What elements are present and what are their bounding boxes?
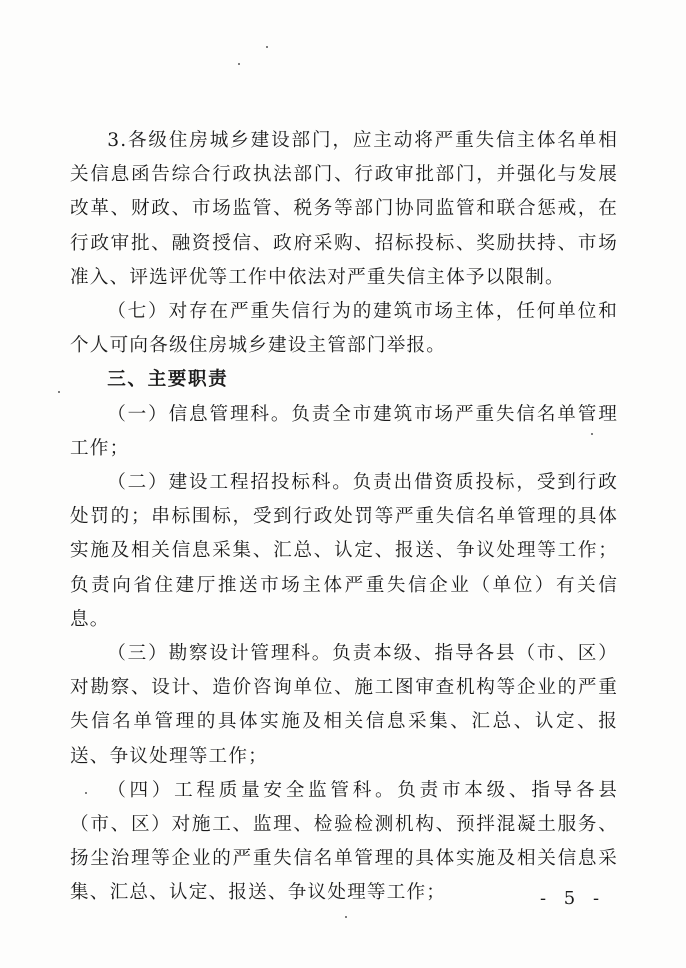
- paragraph-duty-quality-safety: （四）工程质量安全监管科。负责市本级、指导各县（市、区）对施工、监理、检验检测机构、预拌混凝土服务、扬尘治理等企业的严重失信名单管理的具体实施及相关信息采集、汇总、认定、报送、争议处理等工作；: [70, 779, 618, 904]
- paragraph-duty-bidding: （二）建设工程招投标科。负责出借资质投标，受到行政处罚的；串标围标，受到行政处罚等严重失信名单管理的具体实施及相关信息采集、汇总、认定、报送、争议处理等工作；负责向省住建厅推送市场主体严重失信企业（单位）有关信息。: [70, 472, 618, 630]
- scan-speck: [345, 916, 347, 918]
- paragraph-duty-information-management: （一）信息管理科。负责全市建筑市场严重失信名单管理工作；: [70, 403, 618, 459]
- scan-speck: [238, 63, 240, 65]
- paragraph-clause-7-reporting: （七）对存在严重失信行为的建筑市场主体，任何单位和个人可向各级住房城乡建设主管部门举报。: [70, 301, 618, 357]
- paragraph-duty-survey-design: （三）勘察设计管理科。负责本级、指导各县（市、区）对勘察、设计、造价咨询单位、施工图审查机构等企业的严重失信名单管理的具体实施及相关信息采集、汇总、认定、报送、争议处理等工作；: [70, 643, 618, 767]
- page-number: - 5 -: [540, 888, 606, 909]
- scan-speck: [266, 46, 268, 48]
- paragraph-item-3-notice: 3.各级住房城乡建设部门，应主动将严重失信主体名单相关信息函告综合行政执法部门、行政审批部门，并强化与发展改革、财政、市场监管、税务等部门协同监管和联合惩戒，在行政审批、融资授信、政府采购、招标投标、奖励扶持、市场准入、评选评优等工作中依法对严重失信主体予以限制。: [70, 130, 618, 288]
- section-heading-main-duties: 三、主要职责: [107, 369, 229, 391]
- scan-speck: [58, 391, 60, 393]
- document-body: [70, 124, 618, 911]
